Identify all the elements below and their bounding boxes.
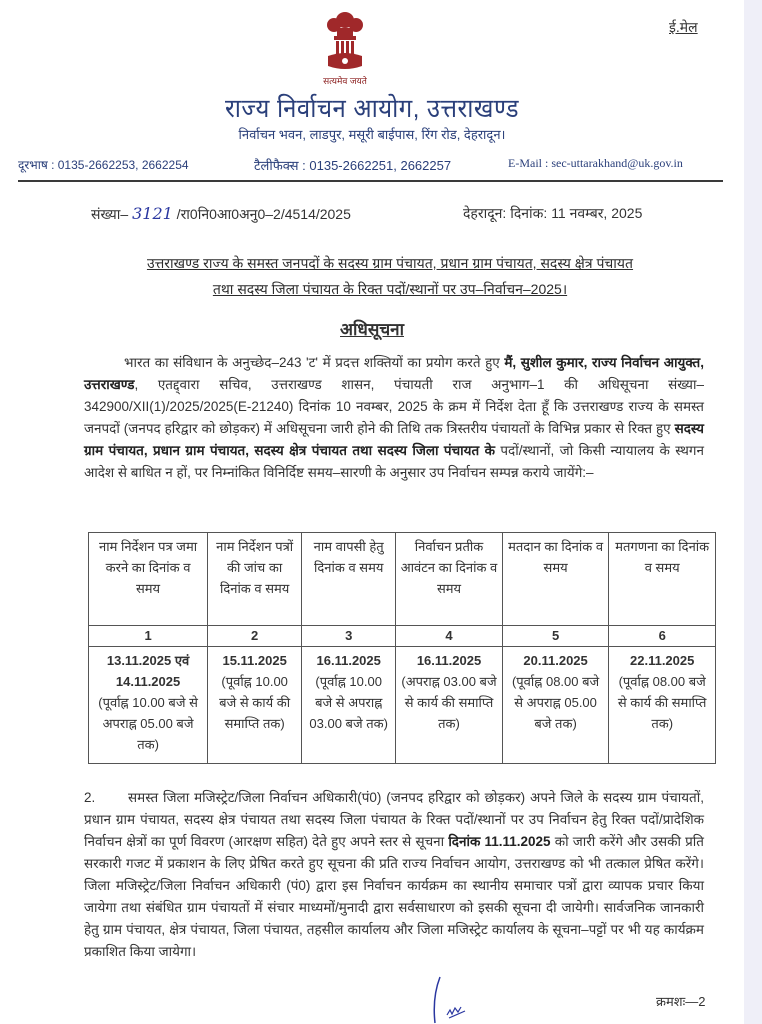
table-header-cell: मतगणना का दिनांक व समय <box>609 533 716 626</box>
column-number: 4 <box>396 626 503 647</box>
organization-title: राज्य निर्वाचन आयोग, उत्तराखण्ड <box>224 93 520 123</box>
schedule-date: 13.11.2025 एवं 14.11.2025 <box>106 653 190 689</box>
signature-icon <box>405 975 475 1024</box>
schedule-date: 15.11.2025 <box>222 653 287 668</box>
column-number: 5 <box>502 626 609 647</box>
organization-address: निर्वाचन भवन, लाडपुर, मसूरी बाईपास, रिंग रोड, देहरादून। <box>238 127 506 142</box>
notification-heading: अधिसूचना <box>340 320 404 339</box>
column-number: 1 <box>89 626 208 647</box>
header-divider <box>18 180 723 182</box>
table-row <box>89 647 716 764</box>
para1-bold-a: मैं, सुशील कुमार, राज्य निर्वाचन आयुक्त, उत्तराखण्ड <box>84 355 704 392</box>
paragraph-2 <box>84 787 704 963</box>
table-header-cell: नाम निर्देशन पत्र जमा करने का दिनांक व समय <box>89 533 208 626</box>
schedule-cell <box>502 647 609 764</box>
reference-number <box>91 204 351 224</box>
schedule-time: (पूर्वाह्न 08.00 बजे से कार्य की समाप्ति तक) <box>617 674 707 731</box>
table-header-row <box>89 533 716 626</box>
table-number-row <box>89 626 716 647</box>
schedule-cell <box>208 647 302 764</box>
para1-text-a: भारत का संविधान के अनुच्छेद–243 'ट' में प्रदत्त शक्तियों का प्रयोग करते हुए <box>124 355 505 370</box>
emblem-motto: सत्यमेव जयते <box>323 76 367 86</box>
national-emblem-icon <box>320 8 370 78</box>
para2-text-a: समस्त जिला मजिस्ट्रेट/जिला निर्वाचन अधिकारी(पं0) (जनपद हरिद्वार को छोड़कर) अपने जिले के सदस्य ग्राम पंचायतों, प्रधान ग्राम पंचायत, सदस्य क्षेत्र पंचायत तथा सदस्य जिला पंचायत के रिक्त पदों/स्थानों पर उप निर्वाचन हेतु रिक्त पदों/प्रादेशिक निर्वाचन क्षेत्रों का पूर्ण विवरण (आरक्षण सहित) देते हुए अपने स्तर से सूचना <box>84 790 704 849</box>
schedule-time: (पूर्वाह्न 10.00 बजे से कार्य की समाप्ति तक) <box>219 674 291 731</box>
schedule-time: (पूर्वाह्न 10.00 बजे से अपराह्न 05.00 बजे तक) <box>98 695 198 752</box>
schedule-cell <box>609 647 716 764</box>
para2-bold-date: दिनांक 11.11.2025 <box>448 834 551 849</box>
viewer-side-strip <box>744 0 762 1024</box>
schedule-date: 20.11.2025 <box>523 653 588 668</box>
schedule-date: 16.11.2025 <box>316 653 381 668</box>
schedule-cell <box>396 647 503 764</box>
para2-text-b: को जारी करेंगे और उसकी प्रति सरकारी गजट में प्रकाशन के लिए प्रेषित करते हुए सूचना की प्रति राज्य निर्वाचन आयोग, उत्तराखण्ड को भी तत्काल प्रेषित करेंगे। जिला मजिस्ट्रेट/जिला निर्वाचन अधिकारी (पं0) द्वारा इस निर्वाचन कार्यक्रम का स्थानीय समाचार पत्रों द्वारा व्यापक प्रचार किया जायेगा तथा संबंधित ग्राम पंचायतों में संचार माध्यमों/मुनादी द्वारा सर्वसाधारण को इसकी सूचना दी जायेगी। सार्वजनिक जानकारी हेतु ग्राम पंचायत, क्षेत्र पंचायत, जिला पंचायत, तहसील कार्यालय और जिला मजिस्ट्रेट कार्यालय के सूचना–पट्टों पर भी यह कार्यक्रम प्रकाशित किया जायेगा। <box>84 834 704 959</box>
paragraph-number: 2. <box>84 790 96 805</box>
schedule-date: 16.11.2025 <box>416 653 482 668</box>
email-mark: ई.मेल <box>669 19 698 35</box>
telefax-number: टैलीफैक्स : 0135-2662251, 2662257 <box>254 158 452 173</box>
column-number: 6 <box>609 626 716 647</box>
table-header-cell: नाम वापसी हेतु दिनांक व समय <box>302 533 396 626</box>
paragraph-1 <box>84 352 704 484</box>
email-address: E-Mail : sec-uttarakhand@uk.gov.in <box>508 156 683 170</box>
subject-line-1: उत्तराखण्ड राज्य के समस्त जनपदों के सदस्य ग्राम पंचायत, प्रधान ग्राम पंचायत, सदस्य क्षेत्र पंचायत <box>146 255 634 271</box>
schedule-cell <box>89 647 208 764</box>
reference-suffix: /रा0नि0आ0अनु0–2/4514/2025 <box>172 206 351 222</box>
schedule-time: (पूर्वाह्न 08.00 बजे से अपराह्न 05.00 बजे तक) <box>511 674 600 731</box>
column-number: 2 <box>208 626 302 647</box>
reference-prefix: संख्या– <box>91 206 133 222</box>
schedule-time: (पूर्वाह्न 10.00 बजे से अपराह्न 03.00 बजे तक) <box>309 674 388 731</box>
phone-number: दूरभाष : 0135-2662253, 2662254 <box>18 158 189 172</box>
table-header-cell: नाम निर्देशन पत्रों की जांच का दिनांक व समय <box>208 533 302 626</box>
para1-text-c: पदों/स्थानों, जो किसी न्यायालय के स्थगन आदेश से बाधित न हों, पर निम्नांकित विनिर्दिष्ट समय–सारणी के अनुसार उप निर्वाचन सम्पन्न कराये जायेंगे:– <box>84 443 704 480</box>
continued-marker: क्रमशः—2 <box>656 994 706 1009</box>
para1-bold-b: सदस्य ग्राम पंचायत, प्रधान ग्राम पंचायत, सदस्य क्षेत्र पंचायत तथा सदस्य जिला पंचायत के <box>84 421 704 458</box>
para1-text-b: , एतद्द्वारा सचिव, उत्तराखण्ड शासन, पंचायती राज अनुभाग–1 की अधिसूचना संख्या–342900/XII(1)/2025/2025(E-21240) दिनांक 10 नवम्बर, 2025 के क्रम में निर्देश देता हूँ कि उत्तराखण्ड राज्य के समस्त जनपदों (जनपद हरिद्वार को छोड़कर) में अधिसूचना जारी होने की तिथि तक त्रिस्तरीय पंचायतों के विभिन्न प्रकार से रिक्त हुए <box>84 377 704 436</box>
subject-line-2: तथा सदस्य जिला पंचायत के रिक्त पदों/स्थानों पर उप–निर्वाचन–2025। <box>212 281 568 297</box>
election-schedule-table <box>88 532 716 764</box>
issue-date: देहरादून: दिनांक: 11 नवम्बर, 2025 <box>463 205 643 221</box>
schedule-time: (अपराह्न 03.00 बजे से कार्य की समाप्ति तक) <box>401 674 497 731</box>
handwritten-number: 3121 <box>132 204 173 223</box>
table-header-cell: निर्वाचन प्रतीक आवंटन का दिनांक व समय <box>396 533 503 626</box>
column-number: 3 <box>302 626 396 647</box>
subject <box>80 250 700 302</box>
table-header-cell: मतदान का दिनांक व समय <box>502 533 609 626</box>
schedule-cell <box>302 647 396 764</box>
schedule-date: 22.11.2025 <box>630 653 695 668</box>
